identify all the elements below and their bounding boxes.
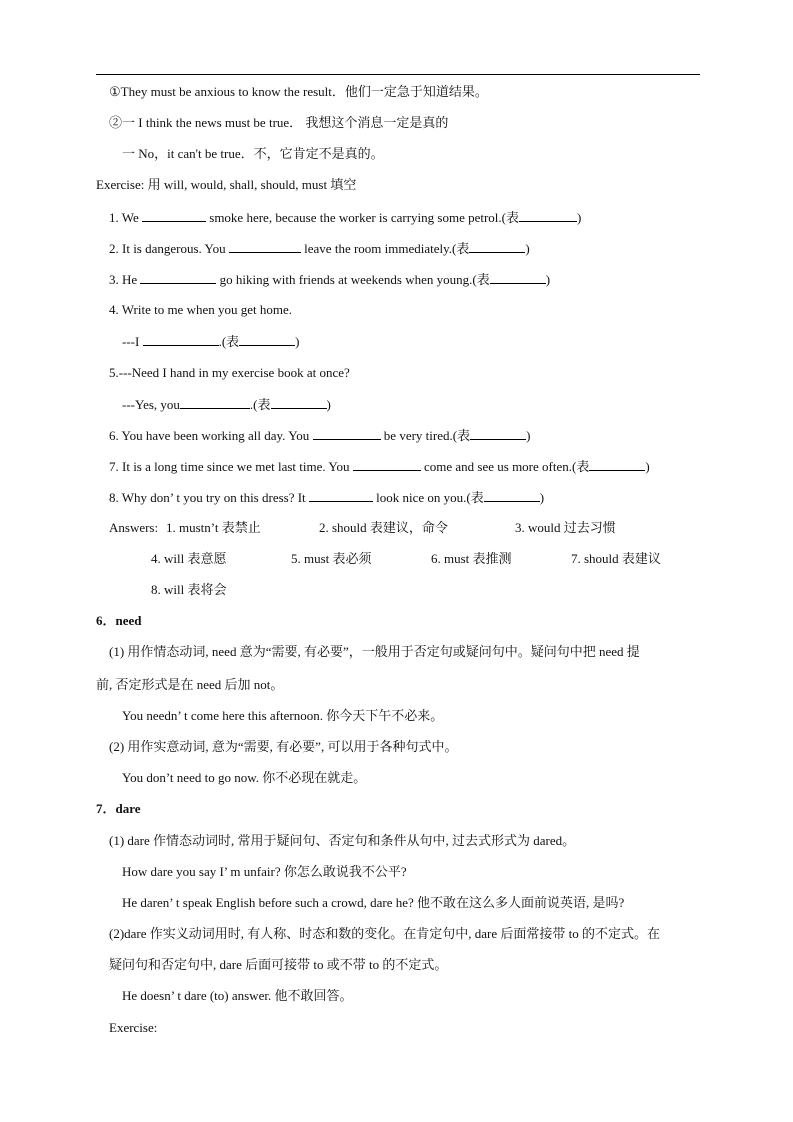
answer-blank[interactable] [180, 396, 250, 409]
exercise-question: 5.---Need I hand in my exercise book at once? [109, 365, 350, 380]
question-text: leave the room immediately.(表 [304, 241, 470, 256]
question-text: look nice on you.(表 [376, 490, 484, 505]
example-line: ①They must be anxious to know the result．他们一定急于知道结果。 [109, 84, 488, 99]
paragraph-line: (1) 用作情态动词, need 意为“需要, 有必要”，一般用于否定句或疑问句中。疑问句中把 need 提 [109, 644, 640, 659]
question-text: 2. It is dangerous. You [109, 241, 226, 256]
question-text: 8. Why don’ t you try on this dress? It [109, 490, 306, 505]
question-text: 7. It is a long time since we met last time. You [109, 459, 350, 474]
answer-blank[interactable] [353, 458, 421, 471]
answer-item: 3. would 过去习惯 [515, 520, 616, 535]
question-text: come and see us more often.(表 [423, 459, 590, 474]
exercise-answer-line [122, 333, 300, 350]
question-text: ) [545, 272, 551, 287]
answer-item: 4. will 表意愿 [151, 551, 227, 566]
paragraph-line: (2)dare 作实义动词用时, 有人称、时态和数的变化。在肯定句中, dare 后面常接带 to 的不定式。在 [109, 926, 661, 941]
example-line: You needn’ t come here this afternoon. 你今天下午不必来。 [122, 708, 444, 723]
answer-blank[interactable] [271, 396, 327, 409]
example-line: How dare you say I’ m unfair? 你怎么敢说我不公平? [122, 864, 407, 879]
answer-blank[interactable] [140, 271, 216, 284]
answer-item: 6. must 表推测 [431, 551, 512, 566]
answer-blank[interactable] [519, 209, 577, 222]
answer-blank[interactable] [313, 427, 381, 440]
answer-blank[interactable] [143, 333, 219, 346]
question-text: ) [577, 210, 582, 225]
exercise-question: 4. Write to me when you get home. [109, 302, 293, 317]
question-text: ) [526, 428, 531, 443]
answer-item: 2. should 表建议，命令 [319, 520, 448, 535]
exercise-question [109, 209, 581, 226]
question-text: smoke here, because the worker is carrying some petrol.(表 [209, 210, 519, 225]
question-text: ) [295, 334, 300, 349]
question-text: .(表 [218, 334, 240, 349]
exercise-question [109, 240, 530, 257]
exercise-answer-line [122, 396, 331, 413]
exercise-question [109, 427, 530, 444]
question-text: 3. He [109, 272, 138, 287]
answer-blank[interactable] [589, 458, 645, 471]
exercise-title: Exercise: 用 will, would, shall, should, must 填空 [96, 177, 357, 192]
answer-blank[interactable] [309, 489, 373, 502]
example-line: ②一 I think the news must be true． 我想这个消息一定是真的 [109, 115, 449, 130]
exercise-question [109, 489, 544, 506]
answer-blank[interactable] [142, 209, 206, 222]
answer-item: 7. should 表建议 [571, 551, 661, 566]
answer-blank[interactable] [484, 489, 540, 502]
paragraph-line: (2) 用作实意动词, 意为“需要, 有必要”, 可以用于各种句式中。 [109, 739, 458, 754]
question-text: 1. We [109, 210, 139, 225]
answer-blank[interactable] [490, 271, 546, 284]
paragraph-line: 前, 否定形式是在 need 后加 not。 [96, 677, 284, 692]
answer-blank[interactable] [469, 240, 525, 253]
answers-label: Answers: [109, 520, 159, 535]
answer-item: 5. must 表必须 [291, 551, 372, 566]
question-text: ) [525, 241, 530, 256]
answer-blank[interactable] [239, 333, 295, 346]
example-line: He doesn’ t dare (to) answer. 他不敢回答。 [122, 988, 353, 1003]
question-text: ) [645, 459, 650, 474]
example-line: 一 No，it can't be true．不，它肯定不是真的。 [122, 146, 384, 161]
question-text: 6. You have been working all day. You [109, 428, 310, 443]
exercise-question [109, 458, 650, 475]
example-line: He daren’ t speak English before such a crowd, dare he? 他不敢在这么多人面前说英语, 是吗? [122, 895, 625, 910]
question-text: ---Yes, you [122, 397, 180, 412]
question-text: go hiking with friends at weekends when young.(表 [219, 272, 490, 287]
section-heading: 6．need [96, 613, 142, 628]
exercise-title: Exercise: [109, 1020, 158, 1035]
question-text: ) [539, 490, 545, 505]
question-text: ---I [122, 334, 140, 349]
question-text: .(表 [249, 397, 271, 412]
paragraph-line: (1) dare 作情态动词时, 常用于疑问句、否定句和条件从句中, 过去式形式为 dared。 [109, 833, 576, 848]
answer-blank[interactable] [470, 427, 526, 440]
answer-item: 1. mustn’t 表禁止 [166, 520, 261, 535]
example-line: You don’t need to go now. 你不必现在就走。 [122, 770, 367, 785]
question-text: be very tired.(表 [383, 428, 471, 443]
header-rule [96, 74, 700, 75]
paragraph-line: 疑问句和否定句中, dare 后面可接带 to 或不带 to 的不定式。 [109, 957, 448, 972]
answer-item: 8. will 表将会 [151, 582, 227, 597]
exercise-question [109, 271, 550, 288]
section-heading: 7．dare [96, 801, 141, 816]
answer-blank[interactable] [229, 240, 301, 253]
question-text: ) [326, 397, 331, 412]
